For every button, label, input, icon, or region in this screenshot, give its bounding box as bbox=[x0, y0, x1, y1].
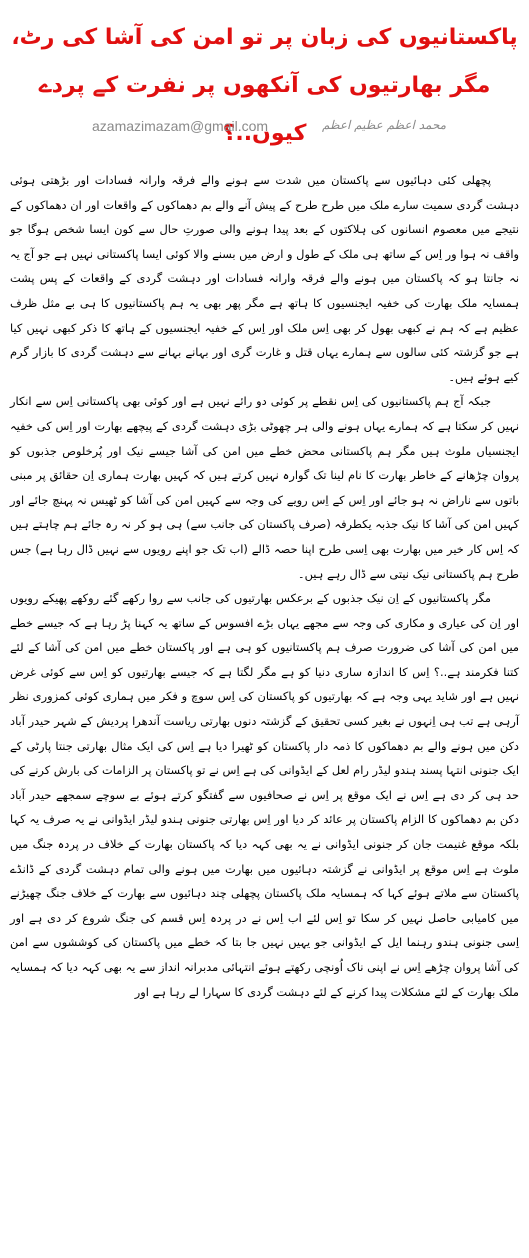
byline bbox=[0, 116, 529, 138]
author-email: azamazimazam@gmail.com bbox=[92, 118, 269, 134]
article-paragraph: مگر پاکستانیوں کے اِن نیک جذبوں کے برعکس بھارتیوں کی جانب سے روا رکھے گئے روکھے پھیکے رویوں اور اِن کی عیاری و مکاری کی وجہ سے مجھے یہاں بڑے افسوس کے ساتھ یہ کہنا پڑ رہا ہے کہ جیسے خطے میں امن کی آشا کی ضرورت صرف ہم پاکستانیوں کو ہی ہے اور پاکستان خطے میں امن کی آشا کے لئے کتنا فکرمند ہے..؟ اِس کا اندازہ ساری دنیا کو ہے مگر لگتا ہے کہ جیسے بھارتیوں کو اِس سے کوئی غرض نہیں ہے اور شاید یہی وجہ ہے کہ بھارتیوں کو پاکستان کی اِس سوچ و فکر میں ہماری کوئی کمزوری نظر آرہی ہے تب ہی اِنہوں نے بغیر کسی تحقیق کے گزشتہ دنوں بھارتی ریاست آندھرا پردیش کے شہر حیدر آباد دکن میں ہونے والے بم دھماکوں کا ذمہ دار پاکستان کو ٹھیرا دیا ہے اِس کی ایک مثال بھارتی جنتا پارٹی کے ایک جنونی انتہا پسند ہندو لیڈر رام لعل کے ایڈوانی کی ہے اِس نے تو پاکستان پر الزامات کی بارش کرنے کی حد ہی کر دی ہے اِس نے ایک موقع پر اِس نے صحافیوں سے گفتگو کرتے ہوئے بے سوچے سمجھے حیدر آباد دکن بم دھماکوں کا الزام پاکستان پر عائد کر دیا اور اِس بھارتی جنونی ہندو لیڈر ایڈوانی نے یہ صرف یہ کہا بلکہ موقع غنیمت جان کر جنونی ایڈوانی نے یہ بھی کہہ دیا کہ پاکستان بھارت کے خلاف در پردہ جنگ میں ملوث ہے اِس موقع پر ایڈوانی نے گزشتہ دہائیوں میں بھارت میں ہونے والی تمام دہشت گردی کے ڈانڈے پاکستان سے ملاتے ہوئے کہا کہ ہمسایہ ملک پاکستان پچھلی چند دہائیوں سے بھارت کے خلاف جنگ چھیڑنے میں کامیابی حاصل نہیں کر سکا تو اِس لئے اب اِس نے در پردہ اِس قسم کی جنگ شروع کر دی ہے اور اِسی جنونی ہندو رہنما ایل کے ایڈوانی جو یہیں نہیں جا بتا کہ خطے میں پاکستان کی کوششوں سے امن کی آشا پروان چڑھے اِس نے اپنی ناک اُونچی رکھتے ہوئے انتہائی مدبرانہ انداز سے یہ بھی کہہ دیا کہ ہمسایہ ملک بھارت کے لئے مشکلات پیدا کرنے کے لئے دہشت گردی کا سہارا لے رہا ہے اور bbox=[10, 591, 519, 999]
author-name: محمد اعظم عظیم اعظم bbox=[322, 118, 447, 132]
article-paragraph: جبکہ آج ہم پاکستانیوں کی اِس نقطے پر کوئی دو رائے نہیں ہے اور کوئی بھی پاکستانی اِس سے انکار نہیں کر سکتا ہے کہ ہمارے یہاں ہونے والی ہر چھوٹی بڑی دہشت گردی کے پیچھے بھارت اور اِس کی خفیہ ایجنسیاں ملوث ہیں مگر ہم پاکستانی محض خطے میں امن کی آشا جیسے نیک اور پُرخلوص جذبوں کو پروان چڑھانے کے خاطر بھارت کا نام لینا تک گوارہ نہیں کرتے ہیں کہ کہیں بھارت ہماری اِن حقائق پر مبنی باتوں سے ناراض نہ ہو جائے اور اِس کے اِس رویے کی وجہ سے کہیں امن کی آشا کو ٹھیس نہ پہنچ جائے اور کہیں امن کی آشا کا نیک جذبہ یکطرفہ (صرف پاکستان کی جانب سے) ہی ہو کر نہ رہ جائے ہم چاہتے ہیں کہ اِس کار خیر میں بھارت بھی اِسی طرح اپنا حصہ ڈالے (اب تک جو اپنے رویوں سے نہیں ڈال رہا ہے) جس طرح ہم پاکستانی نیک نیتی سے ڈال رہے ہیں۔ bbox=[10, 394, 519, 581]
article-headline: پاکستانیوں کی زبان پر تو امن کی آشا کی رٹ، مگر بھارتیوں کی آنکھوں پر نفرت کے پردے کیوں..؟ bbox=[11, 25, 518, 146]
article-body bbox=[10, 168, 519, 1004]
article-paragraph: پچھلی کئی دہائیوں سے پاکستان میں شدت سے ہونے والے فرقہ وارانہ فسادات اور بڑھتی ہوئی دہشت گردی سمیت سارے ملک میں طرح طرح کے پیش آنے والے بم دھماکوں کے واقعات اور ان دھماکوں کے نتیجے میں معصوم انسانوں کی ہلاکتوں کے بعد پیدا ہونے والی صورتِ حال سے کون ایسا شخص ہوگا جو واقف نہ ہوا ور اِس کے ساتھ ہی ملک کے طول و ارض میں بسنے والا کوئی ایسا پاکستانی نہیں ہے جو آج یہ نہ جانتا ہو کہ پاکستان میں ہونے والے فرقہ وارانہ فسادات اور دہشت گردی کے واقعات کے پس پشت ہمسایہ ملک بھارت کی خفیہ ایجنسیوں کا ہاتھ ہے مگر پھر بھی یہ ہم پاکستانیوں کا ہی بے مثل ظرف عظیم ہے کہ ہم نے کبھی بھول کر بھی اِس ملک اور اِس کے خفیہ ایجنسیوں کے ہاتھ کا ذکر کبھی نہیں کیا ہے جو گزشتہ کئی سالوں سے ہمارے یہاں قتل و غارت گری اور بہانے بہانے سے دہشت گردی کا بازار گرم کیے ہوئے ہیں۔ bbox=[10, 173, 519, 384]
